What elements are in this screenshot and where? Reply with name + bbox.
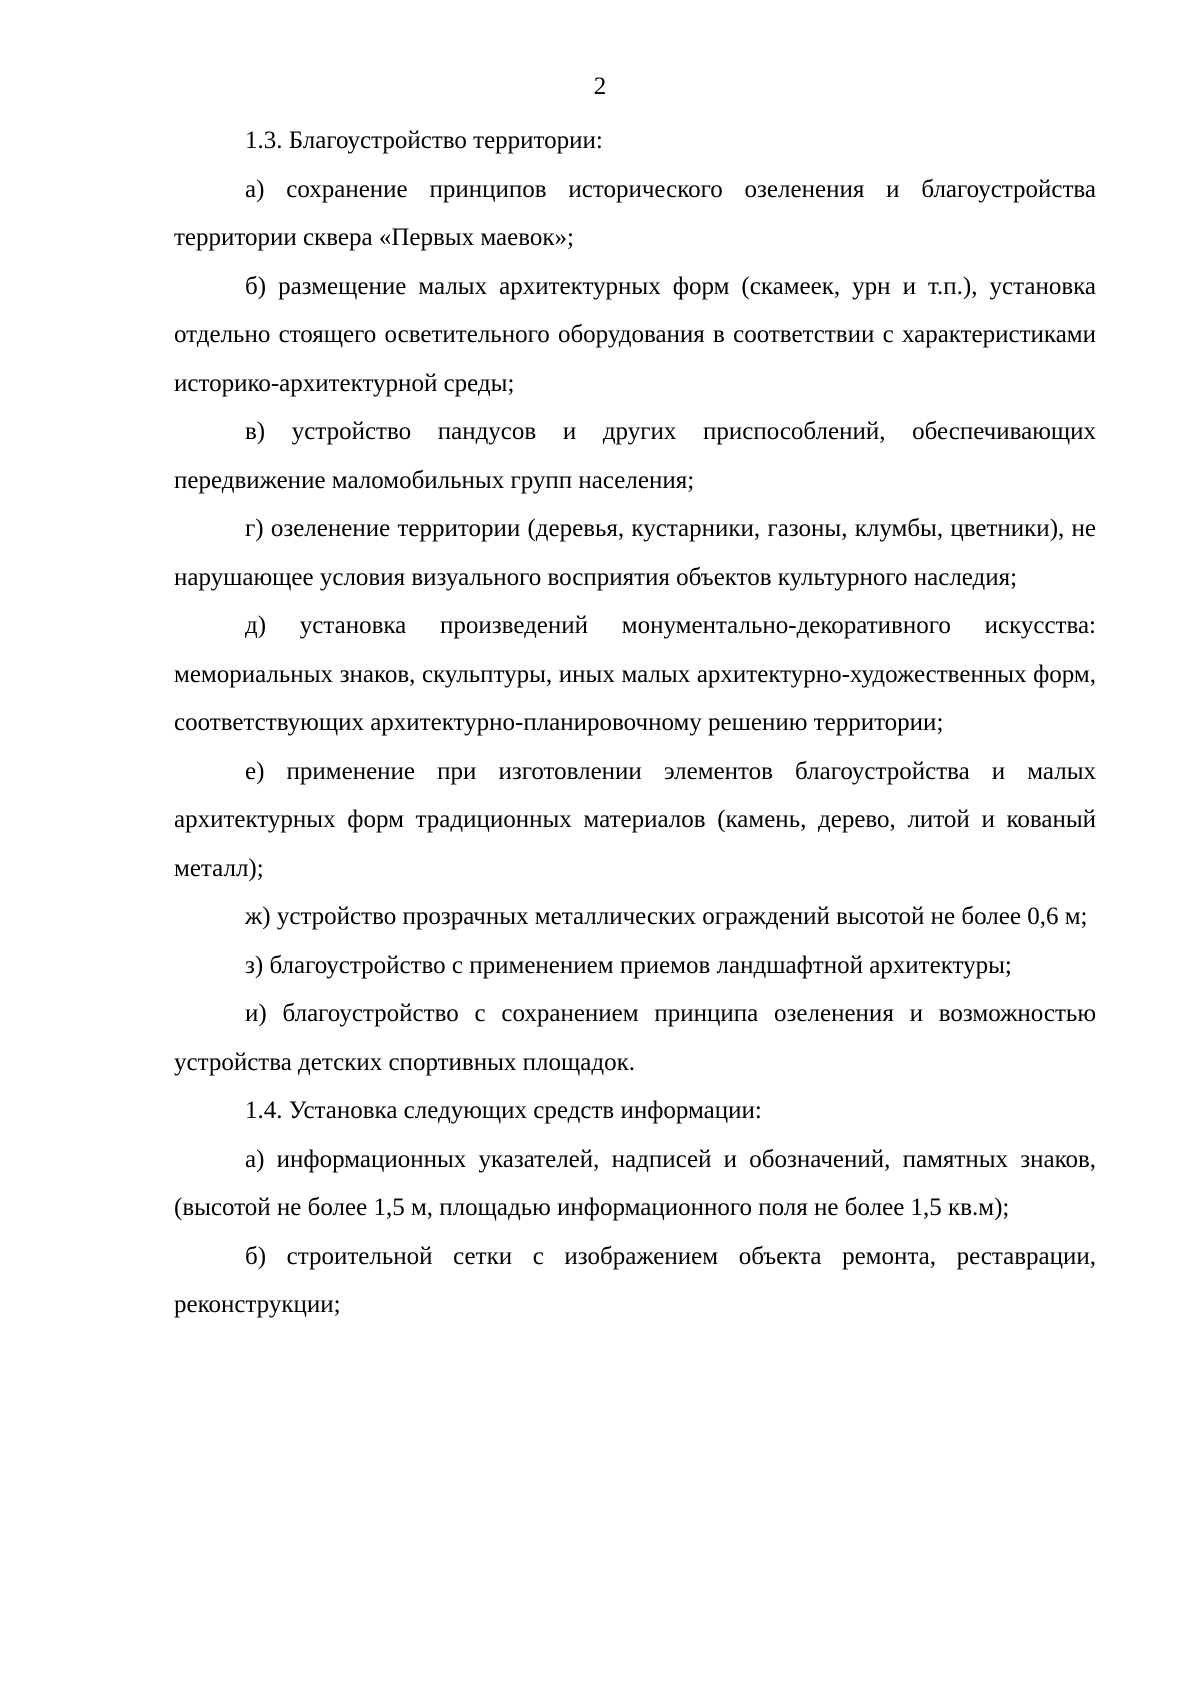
list-item-a: а) сохранение принципов исторического озеленения и благоустройства территории сквера «Первых маевок»; <box>174 175 1096 251</box>
list-item-i: и) благоустройство с сохранением принципа озеленения и возможностью устройства детских спортивных площадок. <box>174 1000 1096 1076</box>
list-item-zh: ж) устройство прозрачных металлических ограждений высотой не более 0,6 м; <box>245 903 1088 930</box>
info-item-a: а) информационных указателей, надписей и обозначений, памятных знаков, (высотой не более 1,5 м, площадью информационного поля не более 1,5 кв.м); <box>174 1145 1096 1221</box>
list-item-v: в) устройство пандусов и других приспособлений, обеспечивающих передвижение маломобильных групп населения; <box>174 418 1096 494</box>
section-heading-1-3: 1.3. Благоустройство территории: <box>245 127 603 154</box>
section-heading-1-4: 1.4. Установка следующих средств информации: <box>245 1097 762 1124</box>
list-item-e: е) применение при изготовлении элементов благоустройства и малых архитектурных форм традиционных материалов (камень, дерево, литой и кованый металл); <box>174 757 1096 882</box>
page-number: 2 <box>593 73 607 100</box>
list-item-g: г) озеленение территории (деревья, кустарники, газоны, клумбы, цветники), не нарушающее условия визуального восприятия объектов культурного наследия; <box>174 515 1096 591</box>
info-item-b: б) строительной сетки с изображением объекта ремонта, реставрации, реконструкции; <box>174 1242 1096 1318</box>
list-item-d: д) установка произведений монументально-декоративного искусства: мемориальных знаков, скульптуры, иных малых архитектурно-художественных форм, соответствующих архитектурно-планировочному решению территории; <box>174 612 1096 736</box>
document-body <box>174 117 1096 1330</box>
list-item-b: б) размещение малых архитектурных форм (скамеек, урн и т.п.), установка отдельно стоящего осветительного оборудования в соответствии с характеристиками историко-архитектурной среды; <box>174 272 1096 397</box>
list-item-z: з) благоустройство с применением приемов ландшафтной архитектуры; <box>245 951 1012 979</box>
